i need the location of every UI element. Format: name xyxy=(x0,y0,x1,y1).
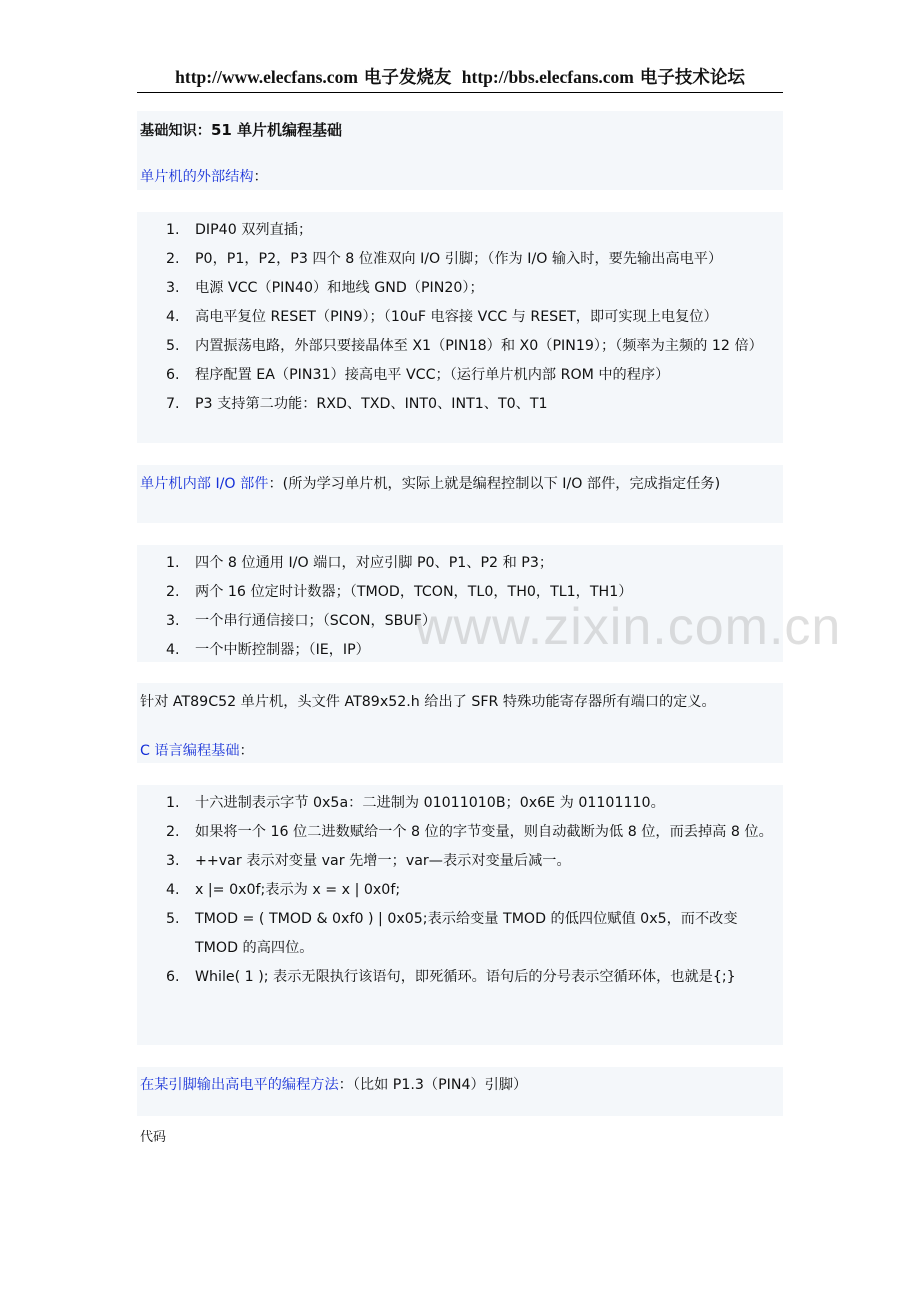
header-url-1[interactable]: http://www.elecfans.com xyxy=(175,67,358,87)
pin-output-heading: 在某引脚输出高电平的编程方法 xyxy=(140,1077,339,1093)
list-item: 6. 程序配置 EA（PIN31）接高电平 VCC；（运行单片机内部 ROM 中的程序） xyxy=(166,367,670,383)
list-item: 3. 一个串行通信接口；（SCON，SBUF） xyxy=(166,613,437,629)
list-item: 4. 高电平复位 RESET（PIN9）；（10uF 电容接 VCC 与 RESET，即可实现上电复位） xyxy=(166,309,718,325)
c-basics-list xyxy=(137,789,783,992)
note-block xyxy=(137,683,783,763)
external-heading-colon: ： xyxy=(253,169,268,185)
external-list xyxy=(137,216,783,419)
internal-heading-rest: ：(所为学习单片机，实际上就是编程控制以下 I/O 部件，完成指定任务) xyxy=(268,476,721,492)
list-item: 3. 电源 VCC（PIN40）和地线 GND（PIN20）； xyxy=(166,280,484,296)
list-item: 2. P0，P1，P2，P3 四个 8 位准双向 I/O 引脚；（作为 I/O 输入时，要先输出高电平） xyxy=(166,251,723,267)
list-item: 1. DIP40 双列直插； xyxy=(166,222,313,238)
code-label: 代码 xyxy=(140,1130,167,1145)
title-main: 51 单片机编程基础 xyxy=(210,121,343,139)
c-basics-heading-colon: ： xyxy=(239,743,254,759)
list-item: 1. 四个 8 位通用 I/O 端口，对应引脚 P0、P1、P2 和 P3； xyxy=(166,555,554,571)
list-item: 4. 一个中断控制器；（IE，IP） xyxy=(166,642,370,658)
c-basics-list-block xyxy=(137,785,783,1045)
page-header xyxy=(137,62,783,93)
title-prefix: 基础知识： xyxy=(140,123,211,139)
title-block xyxy=(137,111,783,190)
list-item: 2. 两个 16 位定时计数器；（TMOD，TCON，TL0，TH0，TL1，TH1） xyxy=(166,584,633,600)
list-item: 5. TMOD = ( TMOD & 0xf0 ) | 0x05;表示给变量 TMOD 的低四位赋值 0x5，而不改变 TMOD 的高四位。 xyxy=(166,911,738,956)
internal-heading-block xyxy=(137,465,783,523)
pin-output-rest: ：（比如 P1.3（PIN4）引脚） xyxy=(338,1077,528,1093)
c-basics-heading-row xyxy=(140,737,783,766)
external-heading-row xyxy=(140,163,783,191)
header-url-2[interactable]: http://bbs.elecfans.com xyxy=(461,67,634,87)
header-site-1: 电子发烧友 xyxy=(363,67,452,87)
list-item: 3. ++var 表示对变量 var 先增一；var—表示对变量后减一。 xyxy=(166,853,571,869)
pin-output-block xyxy=(137,1067,783,1116)
list-item: 6. While( 1 ); 表示无限执行该语句，即死循环。语句后的分号表示空循环体，也就是{;} xyxy=(166,969,736,985)
sfr-note: 针对 AT89C52 单片机，头文件 AT89x52.h 给出了 SFR 特殊功能寄存器所有端口的定义。 xyxy=(140,694,716,710)
list-item: 1. 十六进制表示字节 0x5a：二进制为 01011010B；0x6E 为 01101110。 xyxy=(166,795,665,811)
watermark: www.zixin.com.cn xyxy=(415,598,842,656)
list-item: 4. x |= 0x0f;表示为 x = x | 0x0f; xyxy=(166,882,401,898)
external-heading: 单片机的外部结构 xyxy=(140,169,254,185)
internal-heading: 单片机内部 I/O 部件 xyxy=(140,476,269,492)
list-item: 7. P3 支持第二功能：RXD、TXD、INT0、INT1、T0、T1 xyxy=(166,396,548,412)
list-item: 5. 内置振荡电路，外部只要接晶体至 X1（PIN18）和 X0（PIN19）；（频率为主频的 12 倍） xyxy=(166,338,763,354)
external-list-block xyxy=(137,212,783,443)
c-basics-heading: C 语言编程基础 xyxy=(140,743,240,759)
list-item: 2. 如果将一个 16 位二进数赋给一个 8 位的字节变量，则自动截断为低 8 位，而丢掉高 8 位。 xyxy=(166,824,773,840)
header-site-2: 电子技术论坛 xyxy=(639,67,745,87)
page-title xyxy=(140,116,783,145)
